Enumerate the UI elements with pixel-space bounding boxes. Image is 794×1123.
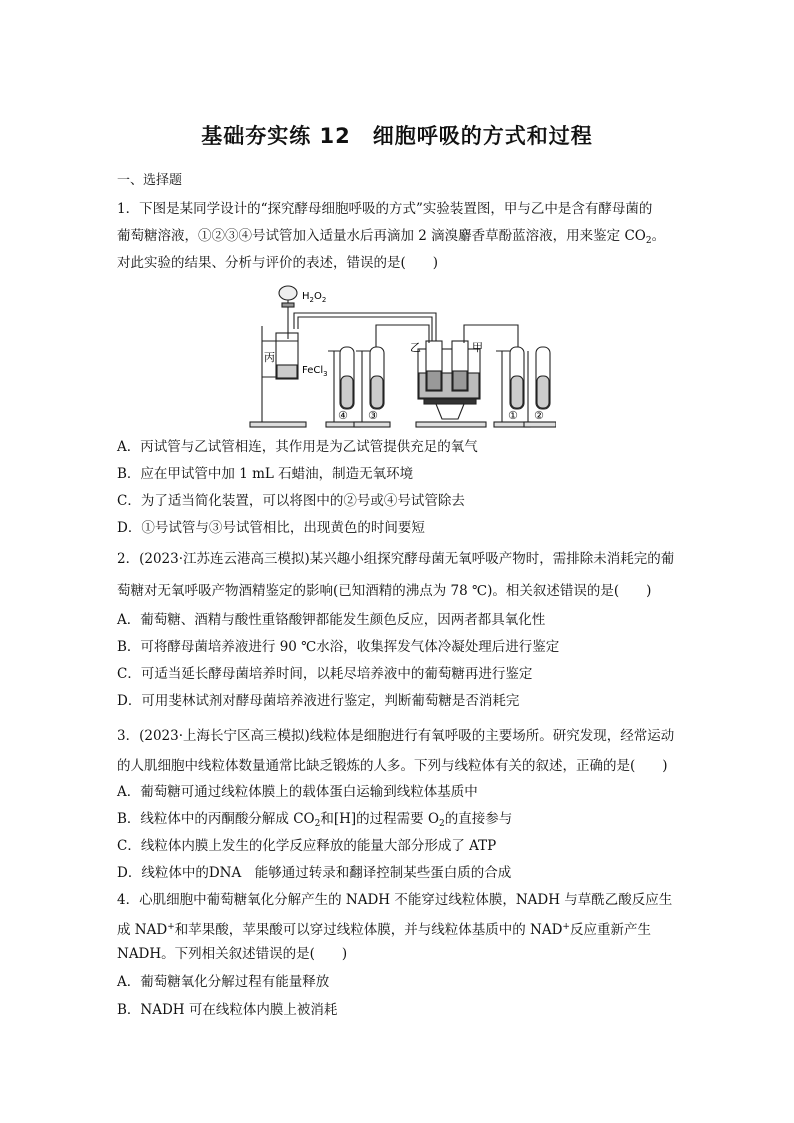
jia-label: 甲 (472, 341, 483, 354)
q2-option-a: A．葡萄糖、酒精与酸性重铬酸钾都能发生颜色反应，因两者都具氧化性 (117, 612, 546, 628)
q3-option-b-text2: 和[H]的过程需要 O (320, 811, 440, 827)
co2-subscript: 2 (314, 819, 321, 829)
q1-option-b: B．应在甲试管中加 1 mL 石蜡油，制造无氧环境 (117, 466, 414, 482)
q2-stem-line2: 萄糖对无氧呼吸产物酒精鉴定的影响(已知酒精的沸点为 78 ℃)。相关叙述错误的是( ) (117, 583, 652, 599)
q4-stem-line3: NADH。下列相关叙述错误的是( ) (117, 946, 348, 962)
q1-option-d: D．①号试管与③号试管相比，出现黄色的时间要短 (117, 520, 425, 536)
section-heading: 一、选择题 (117, 173, 183, 188)
q4-option-a: A．葡萄糖氧化分解过程有能量释放 (117, 974, 330, 990)
q3-option-a: A．葡萄糖可通过线粒体膜上的载体蛋白运输到线粒体基质中 (117, 784, 478, 800)
q1-stem-line2 (117, 227, 687, 250)
q4-stem-line2-text3: 反应重新产生 (569, 922, 651, 938)
q1-stem-line1: 1．下图是某同学设计的“探究酵母细胞呼吸的方式”实验装置图，甲与乙中是含有酵母菌的 (117, 201, 653, 217)
q3-option-b (117, 810, 687, 833)
o2-subscript: 2 (439, 819, 445, 829)
q4-stem-line1: 4．心肌细胞中葡萄糖氧化分解产生的 NADH 不能穿过线粒体膜，NADH 与草酰乙酸反应生 (117, 892, 673, 908)
h2o2-label: $H_2O_2$ (302, 291, 327, 304)
tube-3-label: ③ (368, 409, 378, 422)
fecl3-label: FeCl$_3$ (302, 365, 328, 378)
q4-stem-line2-text2: 和苹果酸，苹果酸可以穿过线粒体膜，并与线粒体基质中的 NAD (174, 922, 563, 938)
q1-option-a: A．丙试管与乙试管相连，其作用是为乙试管提供充足的氧气 (117, 439, 478, 455)
q2-stem-line1: 2．(2023·江苏连云港高三模拟)某兴趣小组探究酵母菌无氧呼吸产物时，需排除未消耗完的葡 (117, 551, 675, 567)
q1-stem-line3: 对此实验的结果、分析与评价的表述，错误的是( ) (117, 255, 439, 271)
page-title: 基础夯实练 12 细胞呼吸的方式和过程 (201, 124, 593, 148)
q3-option-d: D．线粒体中的DNA 能够通过转录和翻译控制某些蛋白质的合成 (117, 865, 512, 881)
co2-subscript: 2 (645, 236, 652, 246)
q1-stem-line2-text: 葡萄糖溶液，①②③④号试管加入适量水后再滴加 2 滴溴麝香草酚蓝溶液，用来鉴定 CO (117, 228, 646, 244)
q3-option-b-text1: B．线粒体中的丙酮酸分解成 CO (117, 811, 315, 827)
q2-option-b: B．可将酵母菌培养液进行 90 ℃水浴，收集挥发气体冷凝处理后进行鉴定 (117, 639, 560, 655)
q3-stem-line2: 的人肌细胞中线粒体数量通常比缺乏锻炼的人多。下列与线粒体有关的叙述，正确的是( ) (117, 758, 668, 774)
q3-option-b-text3: 的直接参与 (444, 811, 513, 827)
experiment-apparatus-figure (246, 281, 556, 431)
q4-option-b: B．NADH 可在线粒体内膜上被消耗 (117, 1002, 338, 1018)
nad-superscript: + (167, 922, 175, 932)
q4-stem-line2 (117, 918, 687, 939)
q1-option-c: C．为了适当简化装置，可以将图中的②号或④号试管除去 (117, 493, 465, 509)
tube-2-label: ② (534, 409, 544, 422)
q3-option-c: C．线粒体内膜上发生的化学反应释放的能量大部分形成了 ATP (117, 838, 497, 854)
q3-stem-line1: 3．(2023·上海长宁区高三模拟)线粒体是细胞进行有氧呼吸的主要场所。研究发现，经常运动 (117, 728, 675, 744)
q4-stem-line2-text1: 成 NAD (117, 922, 168, 938)
yi-label: 乙 (410, 341, 421, 354)
q2-option-c: C．可适当延长酵母菌培养时间，以耗尽培养液中的葡萄糖再进行鉴定 (117, 666, 533, 682)
q1-stem-line2-end: 。 (651, 228, 666, 244)
nad-superscript-2: + (562, 922, 570, 932)
q2-option-d: D．可用斐林试剂对酵母菌培养液进行鉴定，判断葡萄糖是否消耗完 (117, 693, 520, 709)
tube-1-label: ① (508, 409, 518, 422)
bing-label: 丙 (264, 351, 275, 364)
tube-4-label: ④ (338, 409, 348, 422)
